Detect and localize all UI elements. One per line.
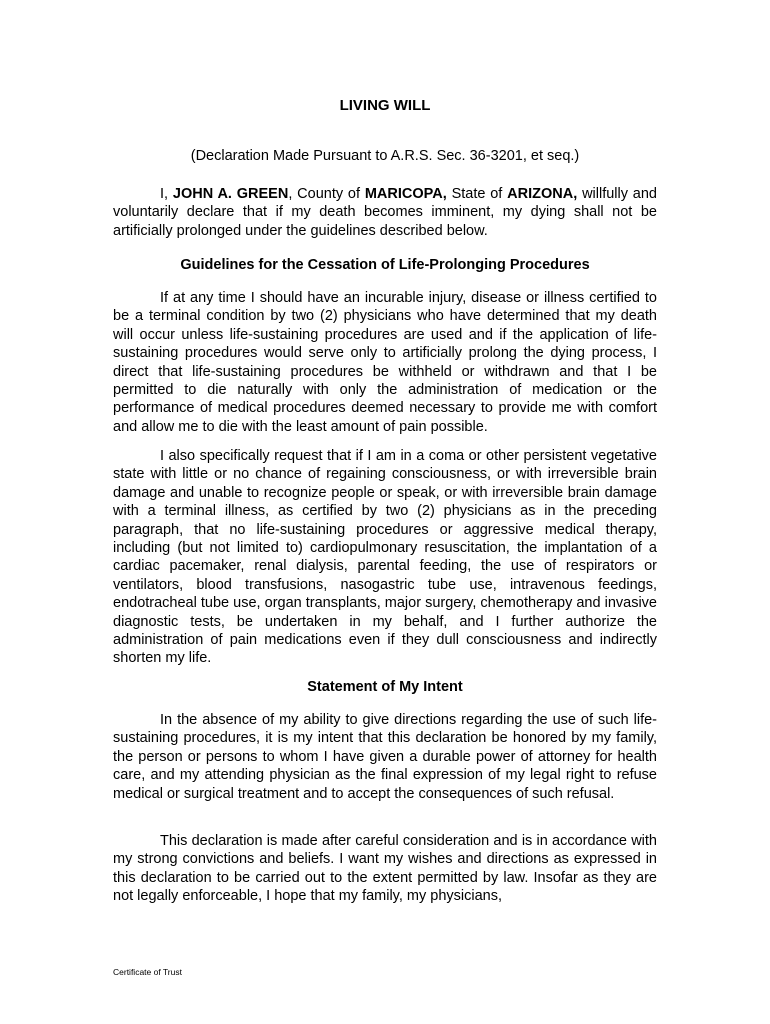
declaration-paragraph [113, 185, 657, 240]
declaration-text-3: State of [446, 186, 508, 202]
intent-paragraph: In the absence of my ability to give directions regarding the use of such life-sustaining procedures, it is my intent that this declaration be honored by my family, the person or persons to whom I have given a durable power of attorney for health care, and my attending physician as the final expression of my legal right to refuse medical or surgical treatment and to accept the consequences of such refusal. [113, 712, 657, 802]
document-title: LIVING WILL [339, 97, 431, 114]
document-subtitle: (Declaration Made Pursuant to A.R.S. Sec. 36-3201, et seq.) [190, 148, 580, 164]
declarant-name: JOHN A. GREEN [172, 186, 289, 202]
guidelines-heading: Guidelines for the Cessation of Life-Prolonging Procedures [180, 257, 590, 273]
declaration-text-2: , County of [288, 186, 365, 202]
declaration-text-4: willfully and voluntarily declare that if my death becomes imminent, my dying shall not be artificially prolonged under the guidelines described below. [113, 186, 657, 239]
page-footer: Certificate of Trust [113, 967, 182, 977]
intent-heading: Statement of My Intent [307, 679, 463, 695]
consideration-paragraph: This declaration is made after careful consideration and is in accordance with my strong convictions and beliefs. I want my wishes and directions as expressed in this declaration to be carried out to the extent permitted by law. Insofar as they are not legally enforceable, I hope that my family, my physicians, [113, 833, 657, 905]
declaration-text-1: I, [160, 186, 173, 202]
declarant-state: ARIZONA, [507, 186, 578, 202]
coma-paragraph: I also specifically request that if I am in a coma or other persistent vegetative state with little or no chance of regaining consciousness, or with irreversible brain damage and unable to recognize people or speak, or with irreversible brain damage with a terminal illness, as certified by two (2) physicians as in the preceding paragraph, that no life-sustaining procedures or aggressive medical therapy, including (but not limited to) cardiopulmonary resuscitation, the implantation of a cardiac pacemaker, renal dialysis, parental feeding, the use of respirators or ventilators, blood transfusions, nasogastric tube use, intravenous feedings, endotracheal tube use, organ transplants, major surgery, chemotherapy and invasive diagnostic tests, be undertaken in my behalf, and I further authorize the administration of pain medications even if they dull consciousness and indirectly shorten my life. [113, 448, 657, 667]
incurable-condition-paragraph: If at any time I should have an incurable injury, disease or illness certified to be a terminal condition by two (2) physicians who have determined that my death will occur unless life-sustaining procedures are used and if the application of life-sustaining procedures would serve only to artificially prolong the dying process, I direct that life-sustaining procedures be withheld or withdrawn and that I be permitted to die naturally with only the administration of medication or the performance of medical procedures deemed necessary to provide me with comfort and allow me to die with the least amount of pain possible. [113, 290, 657, 435]
declarant-county: MARICOPA, [364, 186, 447, 202]
